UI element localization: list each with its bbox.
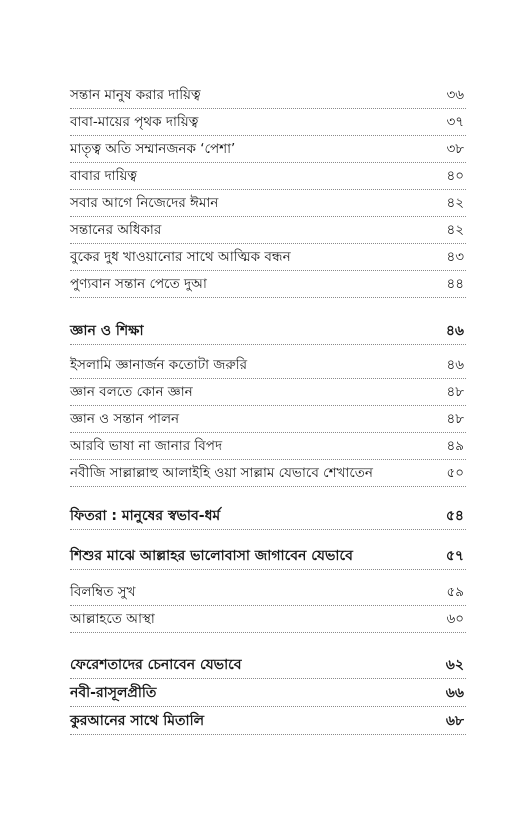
toc-entry-page: ৬২ xyxy=(445,657,464,673)
toc-entry-title: আরবি ভাষা না জানার বিপদ xyxy=(70,437,223,454)
toc-entry-title: নবীজি সাল্লাল্লাহু আলাইহি ওয়া সাল্লাম যেভাবে শেখাতেন xyxy=(70,464,373,481)
toc-entry xyxy=(70,433,466,460)
toc-entry xyxy=(70,109,466,136)
toc-entry-title: আল্লাহতে আস্থা xyxy=(70,610,155,627)
toc-entry xyxy=(70,406,466,433)
toc-entry xyxy=(70,190,466,217)
toc-entry-title: ইসলামি জ্ঞানার্জন কতোটা জরুরি xyxy=(70,356,247,373)
toc-entry-page: ৪২ xyxy=(446,194,464,211)
toc-entry-page: ৪৬ xyxy=(445,323,464,339)
toc-entry xyxy=(70,82,466,109)
toc-entry xyxy=(70,460,466,487)
toc-entry-title: জ্ঞান ও সন্তান পালন xyxy=(70,410,180,427)
toc-entry-page: ৫৯ xyxy=(446,583,464,600)
toc-entry-page: ৪৮ xyxy=(446,383,464,400)
toc-entry-title: ফিতরা : মানুষের স্বভাব-ধর্ম xyxy=(70,508,221,524)
toc-entry-page: ৪২ xyxy=(446,221,464,238)
toc-entry-title: বাবা-মায়ের পৃথক দায়িত্ব xyxy=(70,113,199,130)
toc-entry-page: ৫৭ xyxy=(445,548,464,564)
toc-entry-page: ৬০ xyxy=(446,610,464,627)
toc-entry-title: সন্তানের অধিকার xyxy=(70,221,162,238)
toc-section-heading xyxy=(70,652,466,679)
toc-entry xyxy=(70,579,466,606)
toc-entry xyxy=(70,163,466,190)
toc-entry-page: ৩৬ xyxy=(446,86,464,103)
toc-entry-title: মাতৃত্ব অতি সম্মানজনক ‘পেশা’ xyxy=(70,140,236,157)
toc-section-heading xyxy=(70,680,466,707)
toc-entry xyxy=(70,271,466,298)
toc-entry-page: ৪৪ xyxy=(446,275,464,292)
toc-entry-title: পুণ্যবান সন্তান পেতে দুআ xyxy=(70,275,207,292)
toc-entry-title: জ্ঞান ও শিক্ষা xyxy=(70,323,144,339)
toc-entry-page: ৩৭ xyxy=(446,113,464,130)
toc-entry xyxy=(70,379,466,406)
toc-section-heading xyxy=(70,318,466,345)
toc-section-heading xyxy=(70,543,466,570)
toc-entry-page: ৬৬ xyxy=(445,685,464,701)
toc-section-heading xyxy=(70,503,466,530)
toc-entry-title: কুরআনের সাথে মিতালি xyxy=(70,713,205,729)
toc-entry-page: ৩৮ xyxy=(446,140,464,157)
toc-entry-title: বাবার দায়িত্ব xyxy=(70,167,137,184)
toc-entry xyxy=(70,136,466,163)
toc-section-heading xyxy=(70,708,466,735)
toc-entry xyxy=(70,606,466,633)
toc-entry-title: সন্তান মানুষ করার দায়িত্ব xyxy=(70,86,201,103)
toc-entry xyxy=(70,244,466,271)
toc-entry-page: ৫৪ xyxy=(445,508,464,524)
toc-entry-title: ফেরেশতাদের চেনাবেন যেভাবে xyxy=(70,657,242,673)
toc-entry xyxy=(70,352,466,379)
toc-entry-page: ৪৮ xyxy=(446,410,464,427)
toc-entry-title: সবার আগে নিজেদের ঈমান xyxy=(70,194,219,211)
toc-entry-title: শিশুর মাঝে আল্লাহর ভালোবাসা জাগাবেন যেভাবে xyxy=(70,548,353,564)
toc-entry-page: ৪০ xyxy=(446,167,464,184)
toc-entry-title: বিলম্বিত সুখ xyxy=(70,583,136,600)
toc-entry xyxy=(70,217,466,244)
toc-entry-page: ৪৩ xyxy=(446,248,464,265)
toc-entry-page: ৪৯ xyxy=(446,437,464,454)
toc-entry-title: নবী-রাসূলপ্রীতি xyxy=(70,685,157,701)
toc-entry-page: ৫০ xyxy=(446,464,464,481)
toc-entry-page: ৪৬ xyxy=(446,356,464,373)
toc-entry-title: বুকের দুধ খাওয়ানোর সাথে আত্মিক বন্ধন xyxy=(70,248,291,265)
toc-entry-title: জ্ঞান বলতে কোন জ্ঞান xyxy=(70,383,193,400)
toc-entry-page: ৬৮ xyxy=(445,713,464,729)
